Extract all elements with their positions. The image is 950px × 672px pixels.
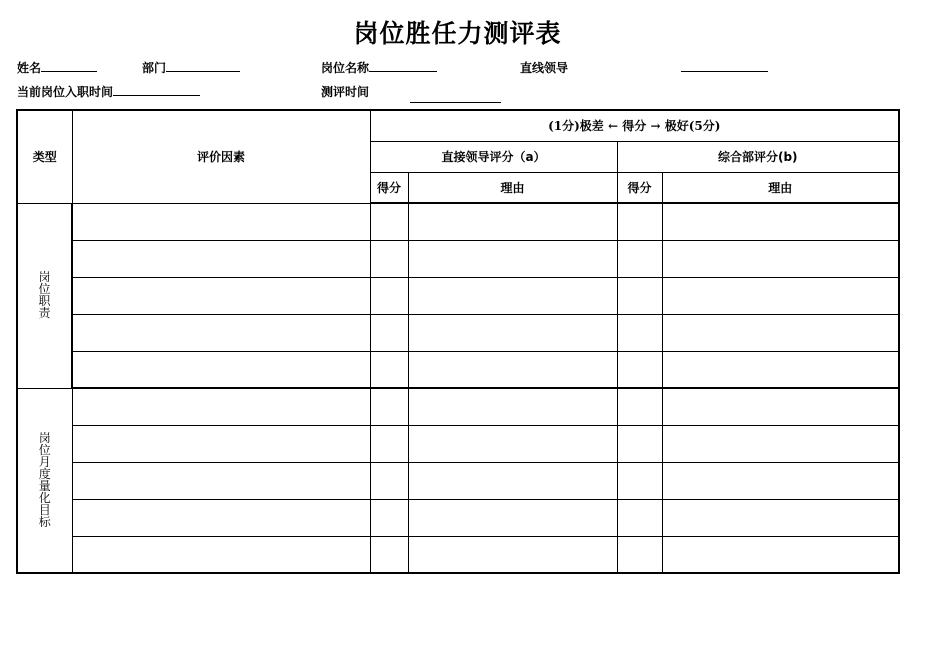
factor-cell[interactable] [72,462,370,499]
eval-time-blank[interactable] [410,102,501,103]
hr-reason-cell[interactable] [662,314,899,351]
hr-score-cell[interactable] [617,240,662,277]
name-label: 姓名 [17,61,42,75]
position-blank[interactable] [369,60,437,72]
hr-score-cell[interactable] [617,314,662,351]
hr-header: 综合部评分(b) [617,141,899,172]
hr-score-cell[interactable] [617,499,662,536]
score-scale-header [370,110,899,141]
table-row [17,240,899,277]
leader-score-cell[interactable] [370,388,408,425]
name-field[interactable] [17,59,97,76]
hire-date-blank[interactable] [113,84,200,96]
leader-score-cell[interactable] [370,536,408,573]
position-label: 岗位名称 [321,61,370,75]
eval-time-field [321,83,369,100]
position-field[interactable] [321,59,437,76]
leader-score-col: 得分 [370,172,408,203]
leader-reason-cell[interactable] [408,536,617,573]
hr-reason-cell[interactable] [662,536,899,573]
leader-score-cell[interactable] [370,425,408,462]
dept-blank[interactable] [166,60,240,72]
table-row [17,462,899,499]
page-title: 岗位胜任力测评表 [353,19,562,48]
leader-reason-cell[interactable] [408,240,617,277]
hire-date-field[interactable] [17,83,200,100]
type-header: 类型 [17,110,72,203]
leader-score-cell[interactable] [370,203,408,240]
leader-reason-cell[interactable] [408,499,617,536]
leader-blank[interactable] [681,71,768,72]
scale-low: (1分)极差 [548,119,604,134]
leader-label: 直线领导 [520,61,569,75]
factor-cell[interactable] [72,314,370,351]
factor-cell[interactable] [72,388,370,425]
hr-reason-cell[interactable] [662,277,899,314]
hr-score-cell[interactable] [617,462,662,499]
factor-cell[interactable] [72,203,370,240]
hr-reason-cell[interactable] [662,240,899,277]
leader-score-cell[interactable] [370,499,408,536]
dept-field[interactable] [142,59,240,76]
eval-time-label: 测评时间 [321,85,370,99]
leader-score-cell[interactable] [370,462,408,499]
leader-reason-cell[interactable] [408,203,617,240]
leader-reason-col: 理由 [408,172,617,203]
arrow-left-icon: ← [608,119,619,134]
evaluation-table [16,109,900,574]
hr-reason-cell[interactable] [662,351,899,388]
leader-reason-cell[interactable] [408,388,617,425]
leader-field [520,59,568,76]
hr-score-cell[interactable] [617,425,662,462]
group-label-duties: 岗位职责 [17,203,72,388]
direct-leader-header: 直接领导评分（a） [370,141,617,172]
leader-score-cell[interactable] [370,351,408,388]
hr-score-cell[interactable] [617,536,662,573]
factor-cell[interactable] [72,499,370,536]
factor-cell[interactable] [72,536,370,573]
name-blank[interactable] [41,60,97,72]
hr-score-cell[interactable] [617,351,662,388]
table-row [17,536,899,573]
hr-reason-cell[interactable] [662,388,899,425]
hr-reason-cell[interactable] [662,499,899,536]
table-row [17,314,899,351]
leader-score-cell[interactable] [370,240,408,277]
hr-score-cell[interactable] [617,388,662,425]
hr-reason-cell[interactable] [662,203,899,240]
table-row [17,388,899,425]
leader-reason-cell[interactable] [408,351,617,388]
table-row [17,203,899,240]
table-row [17,425,899,462]
hr-score-cell[interactable] [617,277,662,314]
factor-cell[interactable] [72,240,370,277]
leader-score-cell[interactable] [370,277,408,314]
leader-reason-cell[interactable] [408,277,617,314]
scale-score-word: 得分 [622,119,647,134]
factor-cell[interactable] [72,425,370,462]
leader-score-cell[interactable] [370,314,408,351]
hr-reason-col: 理由 [662,172,899,203]
group-label-monthly-targets: 岗位月度量化目标 [17,388,72,573]
hire-date-label: 当前岗位入职时间 [17,85,114,99]
leader-reason-cell[interactable] [408,462,617,499]
arrow-right-icon: → [650,119,661,134]
hr-score-cell[interactable] [617,203,662,240]
factor-header: 评价因素 [72,110,370,203]
table-row [17,499,899,536]
leader-reason-cell[interactable] [408,314,617,351]
hr-reason-cell[interactable] [662,425,899,462]
hr-reason-cell[interactable] [662,462,899,499]
factor-cell[interactable] [72,277,370,314]
table-row [17,277,899,314]
table-row [17,351,899,388]
scale-high: 极好(5分) [664,119,721,134]
hr-score-col: 得分 [617,172,662,203]
factor-cell[interactable] [72,351,370,388]
leader-reason-cell[interactable] [408,425,617,462]
dept-label: 部门 [142,61,167,75]
